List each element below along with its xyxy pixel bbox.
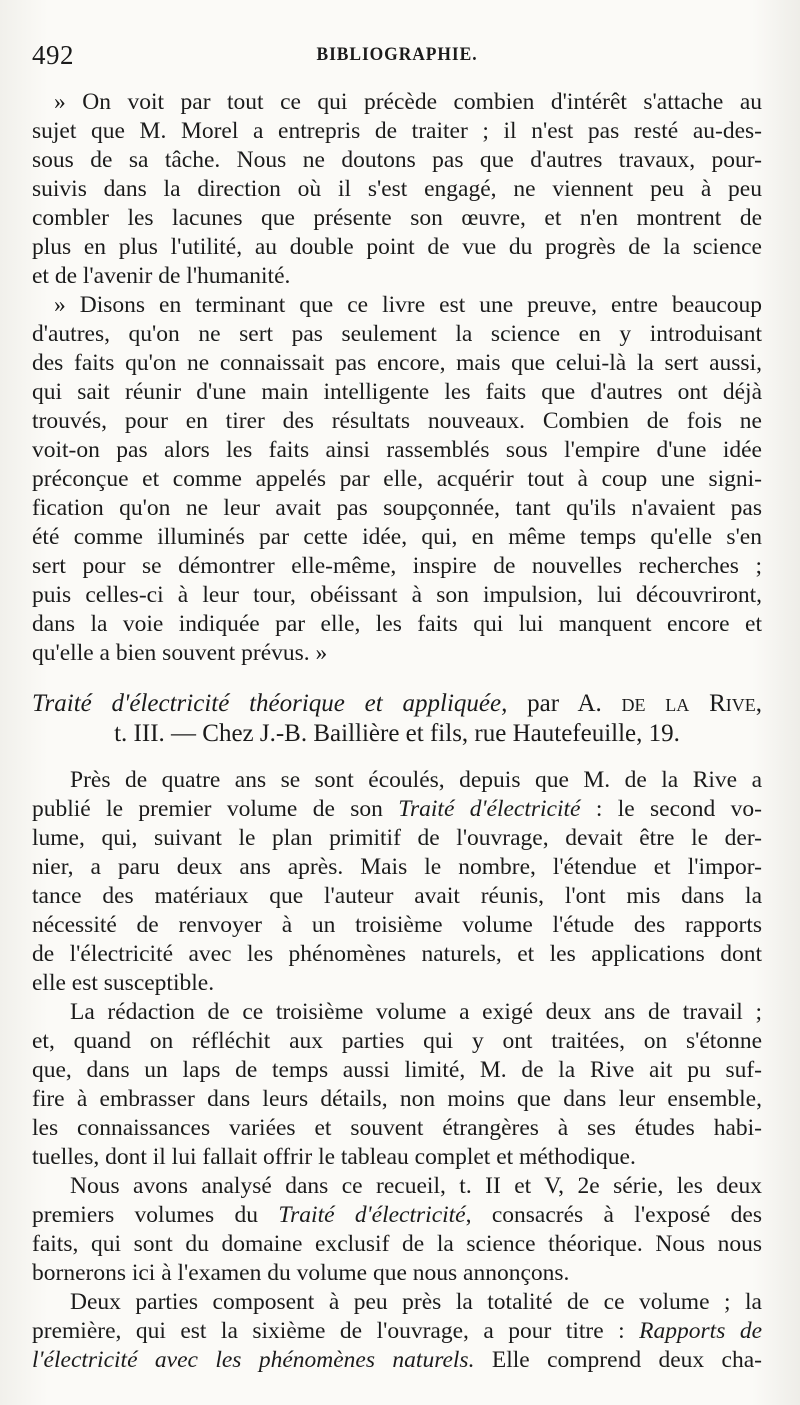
text-line: » Disons en terminant que ce livre est une preuve, entre beaucoup xyxy=(54,292,762,318)
text-line: sujet que M. Morel a entrepris de traiter ; il n'est pas resté au-des- xyxy=(32,118,762,144)
section-title: BIBLIOGRAPHIE. xyxy=(316,44,478,65)
text-line: fire à embrasser dans leurs détails, non moins que dans leur ensemble, xyxy=(32,1086,762,1112)
text-line: combler les lacunes que présente son œuvre, et n'en montrent de xyxy=(32,205,762,231)
text-line: Nous avons analysé dans ce recueil, t. II et V, 2e série, les deux xyxy=(70,1173,762,1199)
review-heading-line: t. III. — Chez J.-B. Baillière et fils, rue Hautefeuille, 19. xyxy=(114,720,680,747)
inline-title: Traité d'électricité xyxy=(278,1202,466,1228)
text-line: que, dans un laps de temps aussi limité, M. de la Rive ait pu suf- xyxy=(32,1057,762,1083)
text-line: suivis dans la direction où il s'est engagé, ne viennent peu à peu xyxy=(32,176,762,202)
text-line: de l'électricité avec les phénomènes naturels, et les applications dont xyxy=(32,941,762,967)
inline-title: Traité d'électricité xyxy=(398,796,581,822)
text-line: elle est susceptible. xyxy=(32,970,215,996)
text-line: tuelles, dont il lui fallait offrir le tableau complet et méthodique. xyxy=(32,1144,636,1170)
text-line: Deux parties composent à peu près la totalité de ce volume ; la xyxy=(70,1289,762,1315)
text-line: sert pour se démontrer elle-même, inspire de nouvelles recherches ; xyxy=(32,553,762,579)
text-line: lume, qui, suivant le plan primitif de l'ouvrage, devait être le der- xyxy=(32,825,762,851)
inline-title: Rapports de xyxy=(639,1318,762,1344)
text-line: tance des matériaux que l'auteur avait réunis, l'ont mis dans la xyxy=(32,883,762,909)
text-line: qui sait réunir d'une main intelligente les faits que d'autres ont déjà xyxy=(32,379,762,405)
text-line: et, quand on réfléchit aux parties qui y ont traitées, on s'étonne xyxy=(32,1028,762,1054)
text-line: première, qui est la sixième de l'ouvrage, a pour titre : Rapports de xyxy=(32,1318,762,1344)
text-line: publié le premier volume de son Traité d'électricité : le second vo- xyxy=(32,796,762,822)
text-line: d'autres, qu'on ne sert pas seulement la science en y introduisant xyxy=(32,321,762,347)
text-line: sous de sa tâche. Nous ne doutons pas que d'autres travaux, pour- xyxy=(32,147,762,173)
text-line: Près de quatre ans se sont écoulés, depuis que M. de la Rive a xyxy=(70,767,762,793)
text-line: faits, qui sont du domaine exclusif de la science théorique. Nous nous xyxy=(32,1231,762,1257)
text-line: dans la voie indiquée par elle, les faits qui lui manquent encore et xyxy=(32,611,762,637)
text-line: plus en plus l'utilité, au double point de vue du progrès de la science xyxy=(32,234,762,260)
page-number: 492 xyxy=(32,40,74,70)
text-line: qu'elle a bien souvent prévus. » xyxy=(32,640,328,666)
text-line: trouvés, pour en tirer des résultats nouveaux. Combien de fois ne xyxy=(32,408,762,434)
text-line: des faits qu'on ne connaissait pas encore, mais que celui-là la sert aussi, xyxy=(32,350,762,376)
text-line: préconçue et comme appelés par elle, acquérir tout à coup une signi- xyxy=(32,466,762,492)
text-line: fication qu'on ne leur avait pas soupçonnée, tant qu'ils n'avaient pas xyxy=(32,495,762,521)
text-line: La rédaction de ce troisième volume a exigé deux ans de travail ; xyxy=(70,999,762,1025)
review-heading-line xyxy=(32,690,762,718)
text-line: nécessité de renvoyer à un troisième volume l'étude des rapports xyxy=(32,912,762,938)
text-line: puis celles-ci à leur tour, obéissant à son impulsion, lui découvriront, xyxy=(32,582,762,608)
text-line: premiers volumes du Traité d'électricité, consacrés à l'exposé des xyxy=(32,1202,762,1228)
text-line: les connaissances variées et souvent étrangères à ses études habi- xyxy=(32,1115,762,1141)
text-line: l'électricité avec les phénomènes naturels. Elle comprend deux cha- xyxy=(32,1347,762,1373)
book-author: de la Rive, xyxy=(621,690,762,717)
inline-title: l'électricité avec les phénomènes naturels. xyxy=(32,1347,475,1373)
book-title: Traité d'électricité théorique et appliquée, xyxy=(32,690,508,717)
text-line: bornerons ici à l'examen du volume que nous annonçons. xyxy=(32,1260,570,1286)
text-line: voit-on pas alors les faits ainsi rassemblés sous l'empire d'une idée xyxy=(32,437,762,463)
text-line: et de l'avenir de l'humanité. xyxy=(32,263,291,289)
text-line: été comme illuminés par cette idée, qui, en même temps qu'elle s'en xyxy=(32,524,762,550)
heading-by: par A. xyxy=(507,690,622,717)
text-line: nier, a paru deux ans après. Mais le nombre, l'étendue et l'impor- xyxy=(32,854,762,880)
running-head xyxy=(32,40,762,72)
text-line: » On voit par tout ce qui précède combien d'intérêt s'attache au xyxy=(54,89,762,115)
